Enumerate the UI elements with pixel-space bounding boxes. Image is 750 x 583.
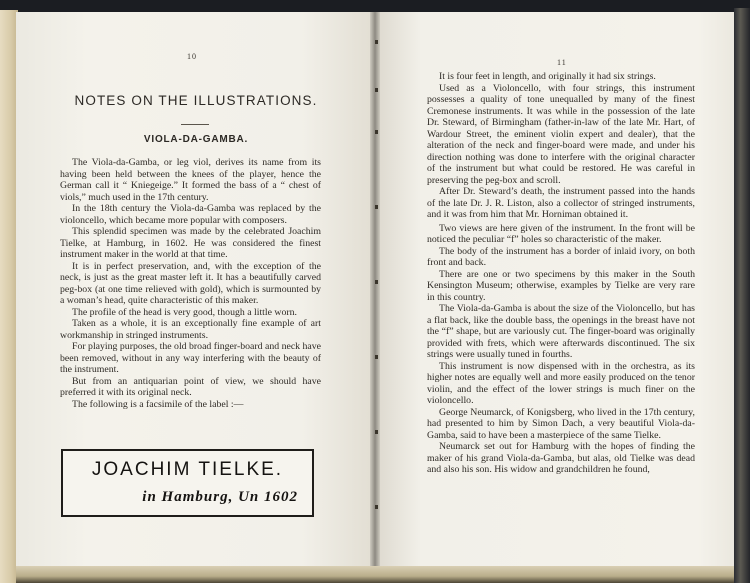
paragraph: For playing purposes, the old broad finger-board and neck have been removed, without in any way interfering with the beauty of the instrument. xyxy=(60,341,322,375)
paragraph: George Neumarck, of Konigsberg, who lived in the 17th century, had presented to him by Simon Dach, a very beautiful Viola-da-Gamba, said to have been a masterpiece of the same Tielke. xyxy=(427,406,695,441)
binding-stitch xyxy=(375,40,378,44)
maker-label-facsimile xyxy=(61,449,314,517)
paragraph: The following is a facsimile of the label :— xyxy=(72,398,244,410)
paragraph: This instrument is now dispensed with in the orchestra, as its higher notes are equally well and more easily produced on the tenor violin, and the effect of the lower strings is much finer on the violoncello. xyxy=(427,360,695,406)
right-body-text xyxy=(427,71,695,476)
paragraph: After Dr. Steward’s death, the instrument passed into the hands of the late Dr. J. R. Liston, also a collector of stringed instruments, and it was from him that Mr. Horniman obtained it. xyxy=(427,186,695,220)
paragraph: Taken as a whole, it is an exceptionally fine example of art workmanship in stringed instruments. xyxy=(60,318,321,341)
title-divider xyxy=(181,124,209,125)
book-edge-right xyxy=(734,8,750,583)
binding-stitch xyxy=(375,505,378,509)
paragraph: Used as a Violoncello, with four strings, this instrument possesses a quality of tone unequalled by many of the finest Cremonese instruments. It was while in the possession of the late Dr. Steward, of Birmingham (father-in-law of the late Mr. Hart, of Wardour Street, the eminent violin expert and dealer), that the alteration of the neck and finger-board were made, and under his direction nothing was done to interfere with the original character of the instrument but what could be restored. He was careful in preserving the peg-box and scroll. xyxy=(427,82,695,186)
paragraph: Neumarck set out for Hamburg with the hopes of finding the maker of his grand Viola-da-Gamba, but alas, old Tielke was dead and also his son. His widow and grandchildren he found, xyxy=(427,441,695,475)
book-gutter xyxy=(370,12,380,568)
binding-stitch xyxy=(375,280,378,284)
paragraph: In the 18th century the Viola-da-Gamba was replaced by the violoncello, which became more popular with composers. xyxy=(60,203,321,226)
paragraph: It is four feet in length, and originally it had six strings. xyxy=(439,71,656,82)
paragraph: There are one or two specimens by this maker in the South Kensington Museum; otherwise, examples by Tielke are very rare in this country. xyxy=(427,268,695,303)
paragraph: The profile of the head is very good, though a little worn. xyxy=(72,306,297,318)
paragraph: Two views are here given of the instrument. In the front will be noticed the peculiar “f” holes so characteristic of the maker. xyxy=(427,222,695,245)
page-title: NOTES ON THE ILLUSTRATIONS. xyxy=(74,93,318,108)
binding-stitch xyxy=(375,430,378,434)
section-heading: VIOLA-DA-GAMBA. xyxy=(143,134,249,145)
page-number-left: 10 xyxy=(187,52,197,61)
label-place-date: in Hamburg, Un 1602 xyxy=(142,489,298,505)
book-edge-bottom xyxy=(16,566,734,583)
label-maker-name: JOACHIM TIELKE. xyxy=(91,459,284,480)
paragraph: This splendid specimen was made by the celebrated Joachim Tielke, at Hamburg, in 1602. He was considered the finest instrument maker in the world at that time. xyxy=(60,226,321,260)
binding-stitch xyxy=(375,205,378,209)
paragraph: But from an antiquarian point of view, we should have preferred it with its original neck. xyxy=(60,375,321,398)
paragraph: The body of the instrument has a border of inlaid ivory, on both front and back. xyxy=(427,245,695,268)
paragraph: It is in perfect preservation, and, with the exception of the neck, is just as the great master left it. It has a beautifully carved peg-box (at one time relieved with gold), which is surmounted by a woman’s head, quite characteristic of this maker. xyxy=(60,260,321,306)
paragraph: The Viola-da-Gamba is about the size of the Violoncello, but has a flat back, like the double bass, the openings in the breast have not the “f” shape, but are variously cut. The finger-board was originally provided with frets, which were afterwards discontinued. The six strings were usually tuned in fourths. xyxy=(427,303,695,360)
page-number-right: 11 xyxy=(557,58,567,67)
paragraph: The Viola-da-Gamba, or leg viol, derives its name from its having been held between the knees of the player, hence the German call it “ Kniegeige.” It formed the bass of a “ chest of viols,” much used in the 17th century. xyxy=(60,157,321,203)
left-body-text xyxy=(60,157,321,410)
binding-stitch xyxy=(375,355,378,359)
binding-stitch xyxy=(375,130,378,134)
binding-stitch xyxy=(375,88,378,92)
